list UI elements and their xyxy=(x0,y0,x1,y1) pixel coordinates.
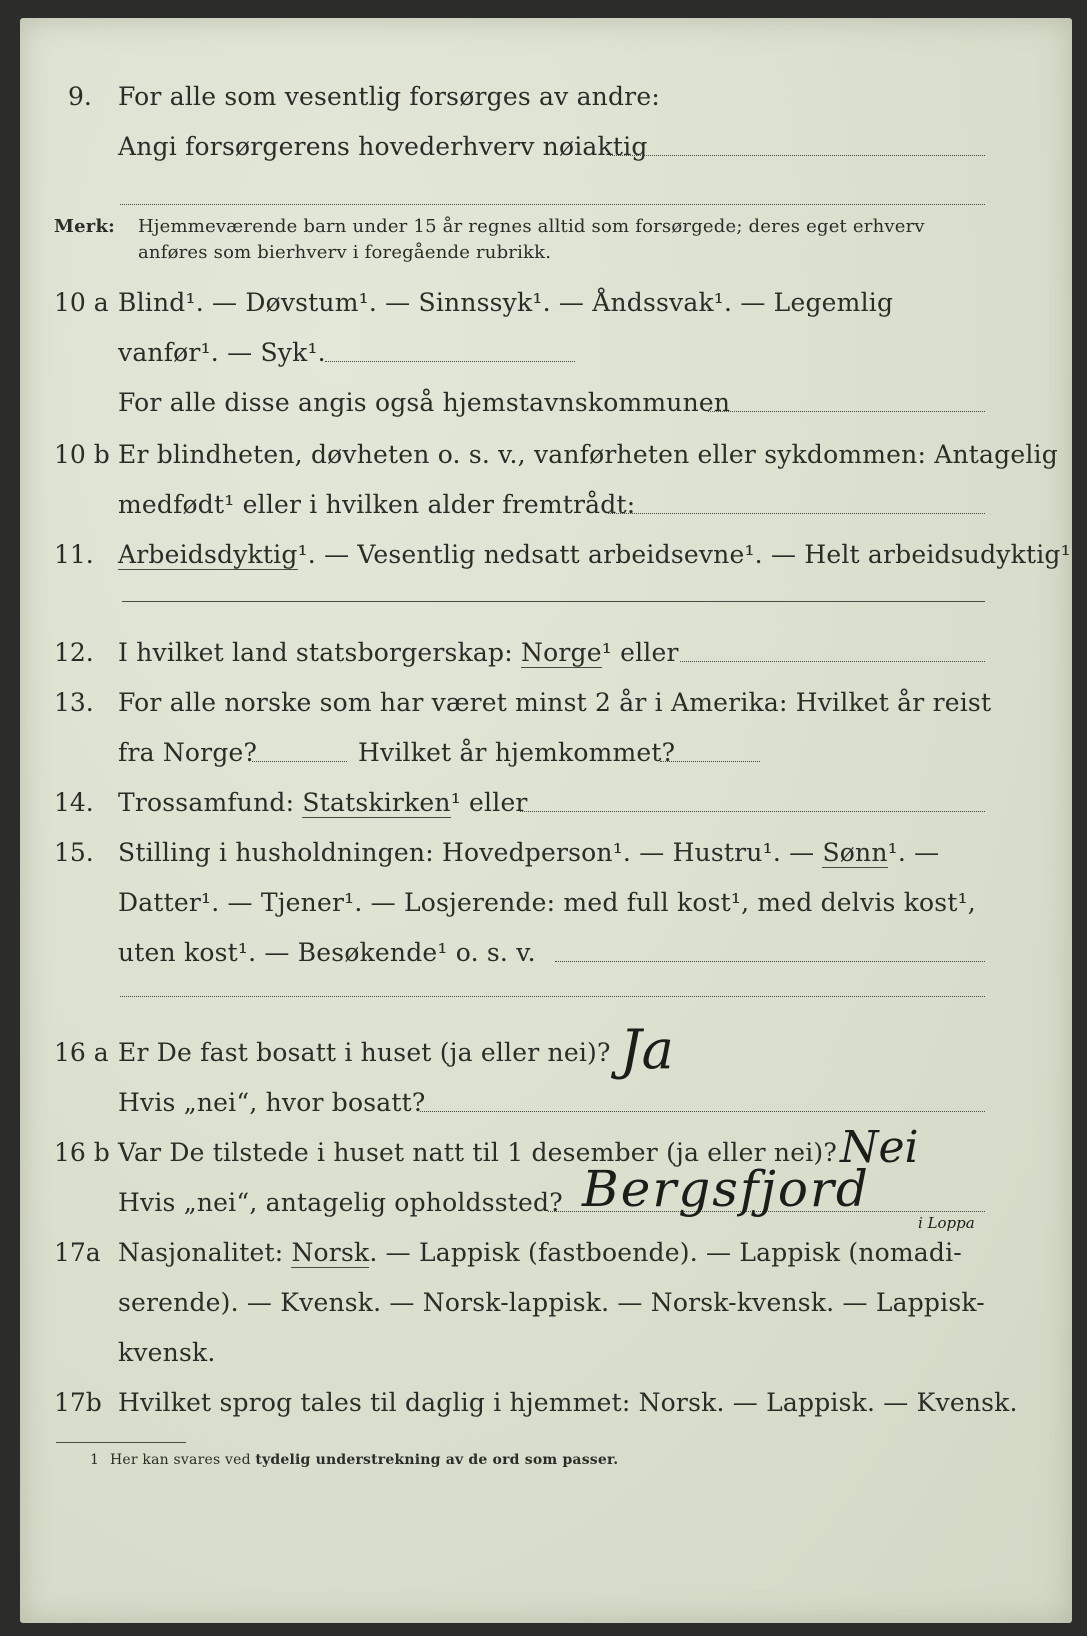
footnote-text xyxy=(110,1452,618,1468)
q10a-number: 10 a xyxy=(54,288,109,317)
footnote-mark: 1 xyxy=(90,1452,100,1468)
q16b-line2: Hvis „nei“, antagelig opholdssted? xyxy=(118,1188,563,1217)
q15-line1b: ¹. — xyxy=(887,838,940,867)
q13-part1: fra Norge? xyxy=(118,738,258,767)
q12-line xyxy=(118,638,679,667)
q16b-number: 16 b xyxy=(54,1138,110,1167)
q9-line2: Angi forsørgerens hovederhverv nøiaktig xyxy=(118,132,648,161)
merk-label: Merk: xyxy=(54,216,115,237)
q11-answer-line[interactable] xyxy=(122,601,985,602)
q10a-line1: Blind¹. — Døvstum¹. — Sinnssyk¹. — Åndssvak¹. — Legemlig xyxy=(118,288,894,317)
q13-number: 13. xyxy=(54,688,94,717)
q15-answer-line-2[interactable] xyxy=(120,996,985,997)
q17a-label: Nasjonalitet: xyxy=(118,1238,284,1267)
q15-opt-sonn[interactable]: Sønn xyxy=(822,838,888,867)
q17b-number: 17b xyxy=(54,1388,102,1417)
q17a-opt-norsk[interactable]: Norsk xyxy=(291,1238,370,1267)
q15-line2: Datter¹. — Tjener¹. — Losjerende: med full kost¹, med delvis kost¹, xyxy=(118,888,976,917)
q13-line1: For alle norske som har været minst 2 år i Amerika: Hvilket år reist xyxy=(118,688,992,717)
q13-reist-line[interactable] xyxy=(252,761,347,762)
footnote-bold: tydelig understrekning av de ord som passer. xyxy=(255,1452,619,1468)
q16b-answer2[interactable]: Bergsfjord xyxy=(582,1160,870,1218)
q12-opt-norge[interactable]: Norge xyxy=(521,638,602,667)
q14-opt-statskirken[interactable]: Statskirken xyxy=(302,788,451,817)
q14-label: Trossamfund: xyxy=(118,788,295,817)
q16b-answer1[interactable]: Nei xyxy=(840,1122,919,1173)
merk-line2: anføres som bierhverv i foregående rubrikk. xyxy=(138,242,552,263)
q15-number: 15. xyxy=(54,838,94,867)
q11-number: 11. xyxy=(54,540,94,569)
q9-answer-line[interactable] xyxy=(610,155,985,156)
q17a-line3: kvensk. xyxy=(118,1338,216,1367)
q15-line1 xyxy=(118,838,939,867)
q12-label: I hvilket land statsborgerskap: xyxy=(118,638,513,667)
census-form-page xyxy=(20,18,1079,1623)
q17b-line1: Hvilket sprog tales til daglig i hjemmet: Norsk. — Lappisk. — Kvensk. xyxy=(118,1388,1018,1417)
q16b-answer2b[interactable]: i Loppa xyxy=(918,1214,975,1232)
q17a-line2: serende). — Kvensk. — Norsk-lappisk. — Norsk-kvensk. — Lappisk- xyxy=(118,1288,985,1317)
merk-line1: Hjemmeværende barn under 15 år regnes alltid som forsørgede; deres eget erhverv xyxy=(138,216,925,237)
q10a-answer-line[interactable] xyxy=(325,361,575,362)
q10a-hjemstavn-line[interactable] xyxy=(708,411,985,412)
q10a-line3: For alle disse angis også hjemstavnskommunen xyxy=(118,388,731,417)
q16a-line1: Er De fast bosatt i huset (ja eller nei)? xyxy=(118,1038,611,1067)
q9-answer-line-2[interactable] xyxy=(120,204,985,205)
q9-line1: For alle som vesentlig forsørges av andre: xyxy=(118,82,660,111)
q13-part2: Hvilket år hjemkommet? xyxy=(358,738,676,767)
q11-opt-arbeidsdyktig[interactable]: Arbeidsdyktig xyxy=(118,540,298,569)
q16a-answer-line[interactable] xyxy=(420,1111,985,1112)
q16b-line1: Var De tilstede i huset natt til 1 desember (ja eller nei)? xyxy=(118,1138,837,1167)
q11-line xyxy=(118,540,1079,569)
q10b-number: 10 b xyxy=(54,440,110,469)
q10a-line2: vanfør¹. — Syk¹. xyxy=(118,338,326,367)
q10b-answer-line[interactable] xyxy=(608,513,985,514)
q13-hjemkommet-line[interactable] xyxy=(660,761,760,762)
q10b-line2: medfødt¹ eller i hvilken alder fremtrådt: xyxy=(118,490,636,519)
q14-post: ¹ eller xyxy=(450,788,528,817)
q17a-number: 17a xyxy=(54,1238,101,1267)
footnote-pre: Her kan svares ved xyxy=(110,1452,251,1468)
q17a-line1-rest: . — Lappisk (fastboende). — Lappisk (nomadi- xyxy=(369,1238,962,1267)
q17a-line1 xyxy=(118,1238,962,1267)
q15-answer-line[interactable] xyxy=(555,961,985,962)
q16a-answer[interactable]: Ja xyxy=(620,1018,674,1081)
q14-answer-line[interactable] xyxy=(520,811,985,812)
q12-post: ¹ eller xyxy=(601,638,679,667)
q14-line xyxy=(118,788,528,817)
q16a-number: 16 a xyxy=(54,1038,109,1067)
footnote-divider xyxy=(56,1442,186,1443)
q9-number: 9. xyxy=(68,82,92,111)
q10b-line1: Er blindheten, døvheten o. s. v., vanførheten eller sykdommen: Antagelig xyxy=(118,440,1058,469)
q12-answer-line[interactable] xyxy=(680,661,985,662)
q15-line1a: Stilling i husholdningen: Hovedperson¹. — Hustru¹. — xyxy=(118,838,815,867)
q12-number: 12. xyxy=(54,638,94,667)
q14-number: 14. xyxy=(54,788,94,817)
q15-line3: uten kost¹. — Besøkende¹ o. s. v. xyxy=(118,938,536,967)
q16a-line2: Hvis „nei“, hvor bosatt? xyxy=(118,1088,426,1117)
q11-rest: ¹. — Vesentlig nedsatt arbeidsevne¹. — Helt arbeidsudyktig¹. xyxy=(297,540,1079,569)
